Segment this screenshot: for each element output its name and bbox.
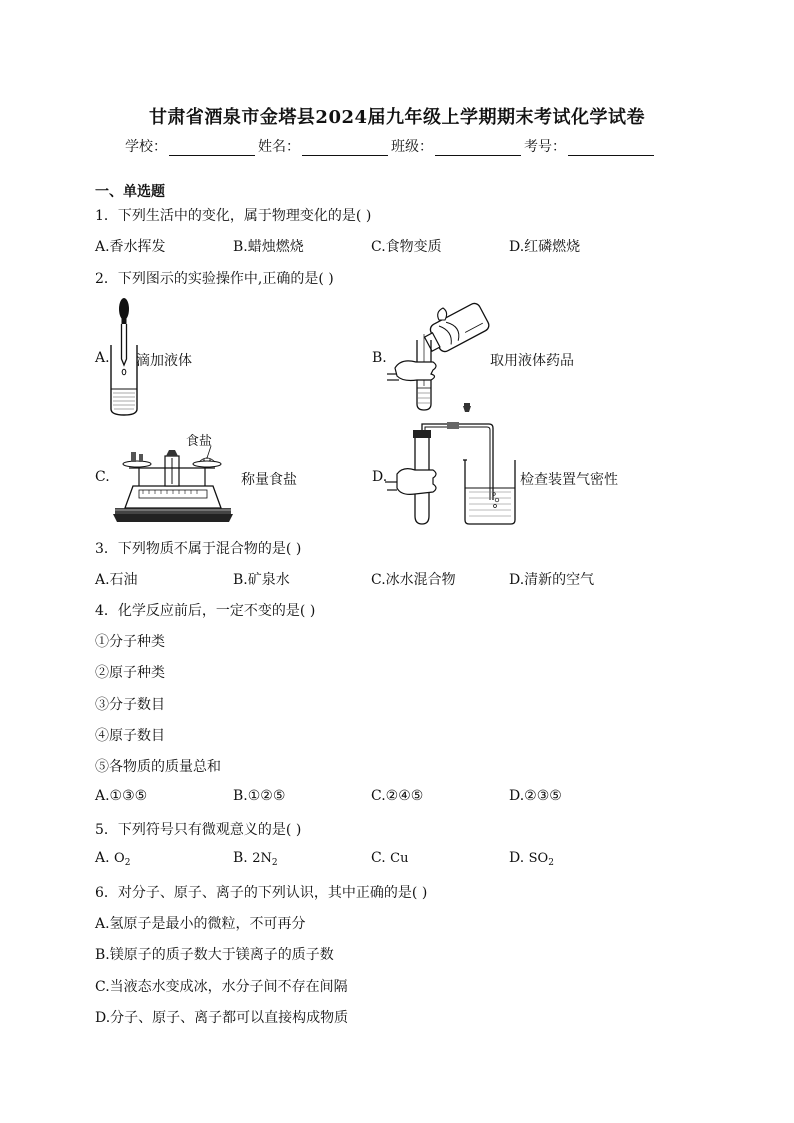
q2-option-a-letter[interactable]: A. [95,350,110,366]
q2-option-c-caption: 称量食盐 [241,472,297,488]
q6-option-c[interactable]: C.当液态水变成冰，水分子间不存在间隔 [95,979,348,995]
q2-option-b-caption: 取用液体药品 [490,353,574,369]
exam-title: 甘肃省酒泉市金塔县2024届九年级上学期期末考试化学试卷 [148,107,646,128]
balance-illustration [111,446,235,524]
q6-option-a[interactable]: A.氢原子是最小的微粒，不可再分 [95,916,306,932]
question-3-stem: 3．下列物质不属于混合物的是( ) [95,541,302,557]
q5-option-b-letter: B. [233,850,248,866]
q4-item-1: ①分子种类 [95,634,165,650]
q4-option-a[interactable]: A.①③⑤ [95,788,148,804]
q2-option-c-letter[interactable]: C. [95,469,110,485]
q3-option-a[interactable]: A.石油 [95,572,138,588]
q4-option-d[interactable]: D.②③⑤ [509,788,562,804]
q5-option-a[interactable] [95,850,130,868]
q4-option-c[interactable]: C.②④⑤ [371,788,424,804]
salt-label: 食盐 [186,434,213,449]
q4-item-3: ③分子数目 [95,697,165,713]
q5-option-b-formula: $2N_2$ [252,851,278,868]
q1-option-c[interactable]: C.食物变质 [371,239,442,255]
q5-option-d-formula: $SO_2$ [528,851,554,868]
q4-option-b[interactable]: B.①②⑤ [233,788,286,804]
q5-option-d[interactable] [509,850,554,868]
name-blank[interactable] [302,141,388,156]
question-5-stem: 5．下列符号只有微观意义的是( ) [95,822,302,838]
q6-option-d[interactable]: D.分子、原子、离子都可以直接构成物质 [95,1010,349,1026]
q5-option-c-letter: C. [371,850,386,866]
class-label: 班级： [391,139,433,155]
q5-option-b[interactable] [233,850,278,868]
school-blank[interactable] [169,141,255,156]
q5-option-a-formula: $O_2$ [114,851,131,868]
airtightness-check-illustration [383,400,523,528]
q3-option-d[interactable]: D.清新的空气 [509,572,595,588]
section-heading: 一、单选题 [95,184,165,200]
q1-option-d[interactable]: D.红磷燃烧 [509,239,581,255]
q5-option-c-formula: Cu [390,851,409,866]
question-6-stem: 6．对分子、原子、离子的下列认识，其中正确的是( ) [95,885,428,901]
q3-option-c[interactable]: C.冰水混合物 [371,572,456,588]
question-2-stem: 2．下列图示的实验操作中,正确的是( ) [95,271,334,287]
q3-option-b[interactable]: B.矿泉水 [233,572,290,588]
question-1-stem: 1．下列生活中的变化，属于物理变化的是( ) [95,208,372,224]
q1-option-b[interactable]: B.蜡烛燃烧 [233,239,304,255]
q2-option-d-caption: 检查装置气密性 [520,472,618,488]
q5-option-a-letter: A. [95,850,110,866]
q5-option-c[interactable] [371,850,408,868]
q4-item-2: ②原子种类 [95,665,165,681]
question-4-stem: 4．化学反应前后，一定不变的是( ) [95,603,316,619]
name-label: 姓名： [258,139,300,155]
school-label: 学校： [125,139,167,155]
q6-option-b[interactable]: B.镁原子的质子数大于镁离子的质子数 [95,947,334,963]
pouring-liquid-illustration [383,296,493,414]
q2-option-a-caption: 滴加液体 [136,353,192,369]
q2-option-b-letter[interactable]: B. [372,350,387,366]
q2-option-d-letter[interactable]: D. [372,469,388,485]
exam-number-label: 考号： [524,139,566,155]
class-blank[interactable] [435,141,521,156]
q4-item-4: ④原子数目 [95,728,165,744]
q5-option-d-letter: D. [509,850,525,866]
q4-item-5: ⑤各物质的质量总和 [95,759,221,775]
student-info-row [125,136,657,156]
exam-number-blank[interactable] [568,141,654,156]
q1-option-a[interactable]: A.香水挥发 [95,239,166,255]
